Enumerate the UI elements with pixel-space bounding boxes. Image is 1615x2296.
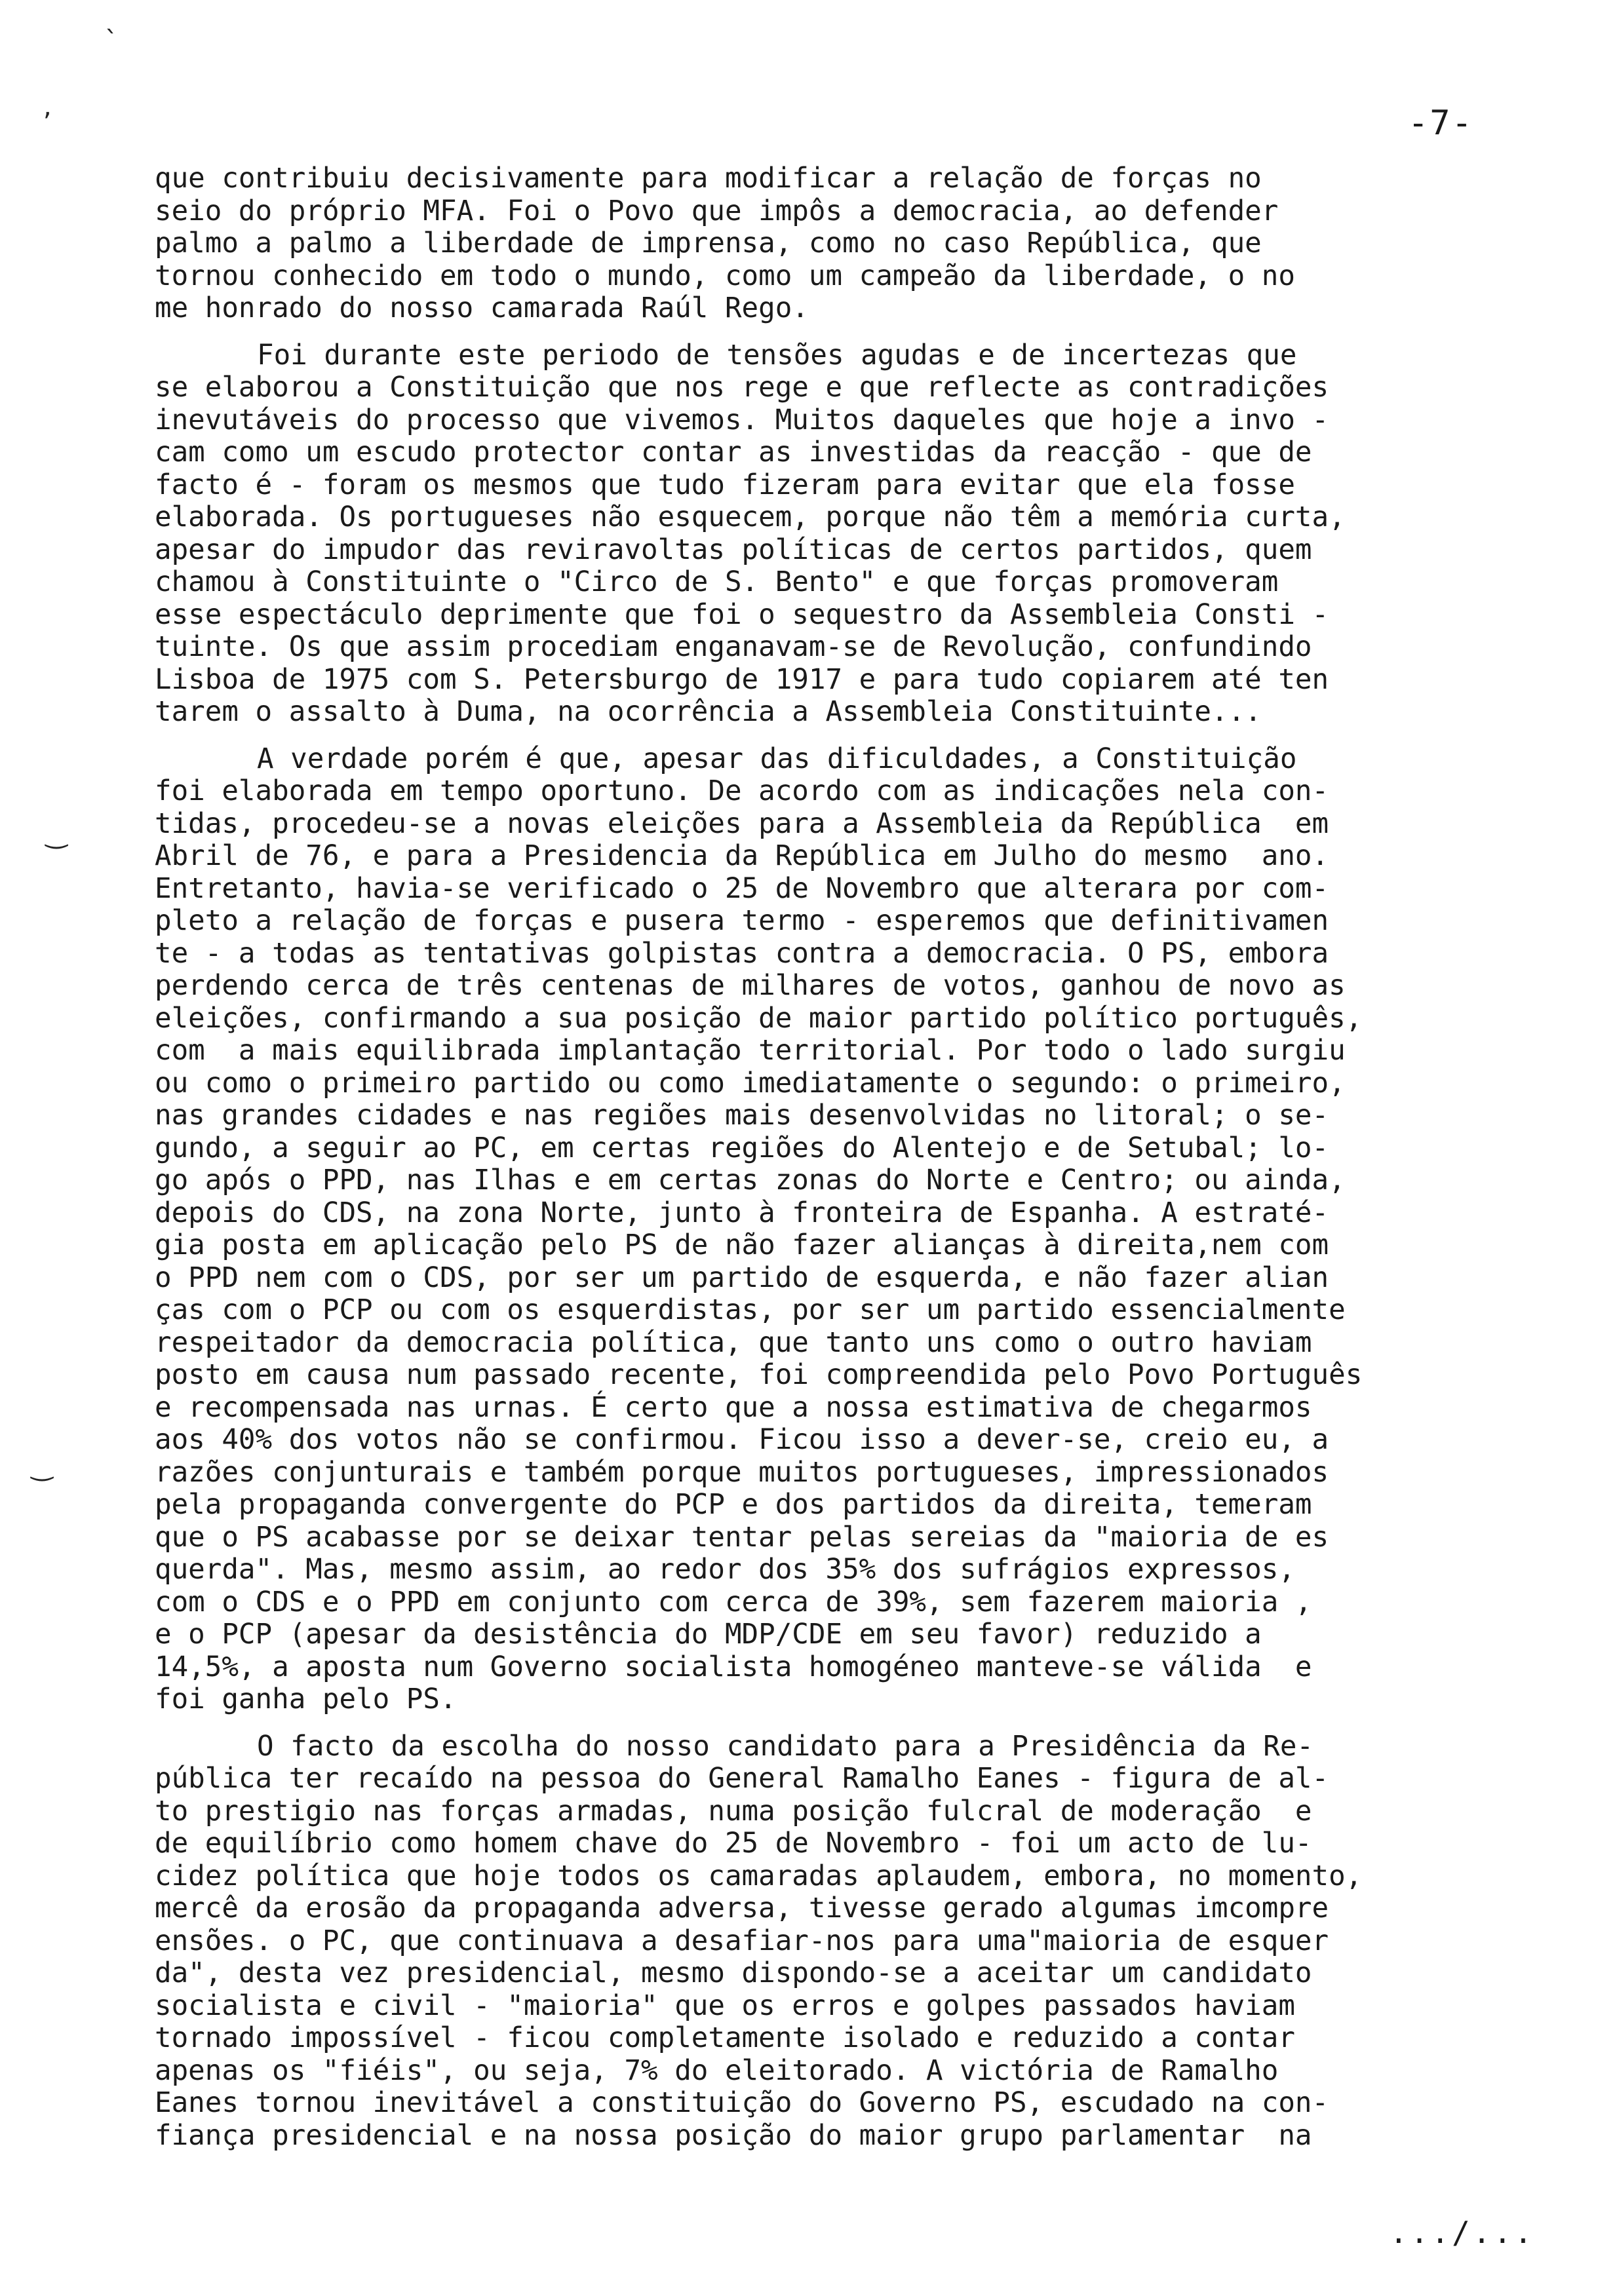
text-line: respeitador da democracia política, que tanto uns como o outro haviam bbox=[155, 1326, 1312, 1359]
margin-mark: , bbox=[43, 92, 52, 122]
text-line: aos 40% dos votos não se confirmou. Ficou isso a dever-se, creio eu, a bbox=[155, 1424, 1329, 1456]
text-line: o PPD nem com o CDS, por ser um partido de esquerda, e não fazer alian bbox=[155, 1261, 1329, 1294]
text-line: Abril de 76, e para a Presidencia da República em Julho do mesmo ano. bbox=[155, 840, 1329, 872]
text-line: pleto a relação de forças e pusera termo - esperemos que definitivamen bbox=[155, 905, 1329, 937]
text-line: me honrado do nosso camarada Raúl Rego. bbox=[155, 292, 809, 324]
text-line: fiança presidencial e na nossa posição do maior grupo parlamentar na bbox=[155, 2119, 1312, 2152]
text-line: Eanes tornou inevitável a constituição do Governo PS, escudado na con- bbox=[155, 2087, 1329, 2119]
text-line: que o PS acabasse por se deixar tentar pelas sereias da "maioria de es bbox=[155, 1521, 1329, 1554]
text-line: foi elaborada em tempo oportuno. De acordo com as indicações nela con- bbox=[155, 775, 1329, 807]
text-line: mercê da erosão da propaganda adversa, tivesse gerado algumas imcompre bbox=[155, 1892, 1329, 1924]
text-line: pública ter recaído na pessoa do General Ramalho Eanes - figura de al- bbox=[155, 1763, 1329, 1795]
text-line: O facto da escolha do nosso candidato para a Presidência da Re- bbox=[257, 1730, 1313, 1763]
text-line: ensões. o PC, que continuava a desafiar-nos para uma"maioria de esquer bbox=[155, 1924, 1329, 1957]
text-line: com o CDS e o PPD em conjunto com cerca de 39%, sem fazerem maioria , bbox=[155, 1586, 1312, 1618]
paragraph bbox=[155, 743, 1564, 1716]
text-line: que contribuiu decisivamente para modificar a relação de forças no bbox=[155, 163, 1262, 195]
text-line: tornou conhecido em todo o mundo, como um campeão da liberdade, o no bbox=[155, 259, 1295, 292]
margin-mark: ‿ bbox=[46, 819, 68, 849]
text-line: te - a todas as tentativas golpistas contra a democracia. O PS, embora bbox=[155, 937, 1329, 970]
text-line: elaborada. Os portugueses não esquecem, porque não têm a memória curta, bbox=[155, 501, 1346, 533]
text-line: Foi durante este periodo de tensões agudas e de incertezas que bbox=[257, 339, 1297, 372]
text-line: tuinte. Os que assim procediam enganavam-se de Revolução, confundindo bbox=[155, 631, 1312, 663]
text-line: ças com o PCP ou com os esquerdistas, por ser um partido essencialmente bbox=[155, 1294, 1346, 1326]
text-line: razões conjunturais e também porque muitos portugueses, impressionados bbox=[155, 1456, 1329, 1489]
paragraph bbox=[155, 339, 1564, 729]
text-line: seio do próprio MFA. Foi o Povo que impôs a democracia, ao defender bbox=[155, 195, 1279, 227]
text-line: inevutáveis do processo que vivemos. Muitos daqueles que hoje a invo - bbox=[155, 404, 1329, 436]
text-line: A verdade porém é que, apesar das dificuldades, a Constituição bbox=[257, 742, 1297, 775]
continuation-marker: .../... bbox=[1390, 2215, 1535, 2250]
text-line: gundo, a seguir ao PC, em certas regiões do Alentejo e de Setubal; lo- bbox=[155, 1132, 1329, 1164]
text-line: socialista e civil - "maioria" que os erros e golpes passados haviam bbox=[155, 1989, 1295, 2022]
text-line: posto em causa num passado recente, foi compreendida pelo Povo Português bbox=[155, 1359, 1363, 1391]
text-line: e recompensada nas urnas. É certo que a nossa estimativa de chegarmos bbox=[155, 1391, 1312, 1424]
text-line: perdendo cerca de três centenas de milhares de votos, ganhou de novo as bbox=[155, 970, 1346, 1002]
text-line: cidez política que hoje todos os camaradas aplaudem, embora, no momento, bbox=[155, 1860, 1363, 1892]
text-line: chamou à Constituinte o "Circo de S. Bento" e que forças promoveram bbox=[155, 566, 1279, 598]
text-line: tornado impossível - ficou completamente isolado e reduzido a contar bbox=[155, 2022, 1295, 2054]
text-line: apesar do impudor das reviravoltas políticas de certos partidos, quem bbox=[155, 533, 1312, 566]
text-line: Entretanto, havia-se verificado o 25 de Novembro que alterara por com- bbox=[155, 872, 1329, 905]
text-line: tidas, procedeu-se a novas eleições para a Assembleia da República em bbox=[155, 807, 1329, 840]
text-line: da", desta vez presidencial, mesmo dispondo-se a aceitar um candidato bbox=[155, 1957, 1312, 1989]
text-line: e o PCP (apesar da desistência do MDP/CDE em seu favor) reduzido a bbox=[155, 1618, 1262, 1651]
document-body bbox=[155, 163, 1564, 2166]
text-line: facto é - foram os mesmos que tudo fizeram para evitar que ela fosse bbox=[155, 469, 1295, 501]
text-line: depois do CDS, na zona Norte, junto à fronteira de Espanha. A estraté- bbox=[155, 1196, 1329, 1229]
text-line: se elaborou a Constituição que nos rege e que reflecte as contradições bbox=[155, 372, 1329, 404]
page-number: -7- bbox=[1408, 104, 1473, 143]
text-line: querda". Mas, mesmo assim, ao redor dos 35% dos sufrágios expressos, bbox=[155, 1554, 1295, 1586]
text-line: ou como o primeiro partido ou como imediatamente o segundo: o primeiro, bbox=[155, 1067, 1346, 1100]
text-line: de equilíbrio como homem chave do 25 de Novembro - foi um acto de lu- bbox=[155, 1827, 1312, 1860]
text-line: nas grandes cidades e nas regiões mais desenvolvidas no litoral; o se- bbox=[155, 1100, 1329, 1132]
text-line: apenas os "fiéis", ou seja, 7% do eleitorado. A victória de Ramalho bbox=[155, 2054, 1279, 2087]
text-line: com a mais equilibrada implantação territorial. Por todo o lado surgiu bbox=[155, 1035, 1346, 1067]
text-line: cam como um escudo protector contar as investidas da reacção - que de bbox=[155, 436, 1312, 469]
text-line: eleições, confirmando a sua posição de maior partido político português, bbox=[155, 1002, 1363, 1035]
text-line: Lisboa de 1975 com S. Petersburgo de 1917 e para tudo copiarem até ten bbox=[155, 663, 1329, 696]
text-line: esse espectáculo deprimente que foi o sequestro da Assembleia Consti - bbox=[155, 598, 1329, 631]
paragraph bbox=[155, 163, 1564, 325]
paragraph bbox=[155, 1731, 1564, 2152]
margin-mark: ‿ bbox=[31, 1451, 53, 1482]
text-line: gia posta em aplicação pelo PS de não fazer alianças à direita,nem com bbox=[155, 1229, 1329, 1261]
text-line: pela propaganda convergente do PCP e dos partidos da direita, temeram bbox=[155, 1489, 1312, 1521]
text-line: 14,5%, a aposta num Governo socialista homogéneo manteve-se válida e bbox=[155, 1651, 1312, 1683]
text-line: tarem o assalto à Duma, na ocorrência a Assembleia Constituinte... bbox=[155, 696, 1262, 728]
margin-mark: ` bbox=[105, 26, 118, 56]
text-line: palmo a palmo a liberdade de imprensa, como no caso República, que bbox=[155, 227, 1262, 259]
text-line: foi ganha pelo PS. bbox=[155, 1683, 457, 1715]
text-line: go após o PPD, nas Ilhas e em certas zonas do Norte e Centro; ou ainda, bbox=[155, 1164, 1346, 1196]
text-line: to prestigio nas forças armadas, numa posição fulcral de moderação e bbox=[155, 1795, 1312, 1827]
